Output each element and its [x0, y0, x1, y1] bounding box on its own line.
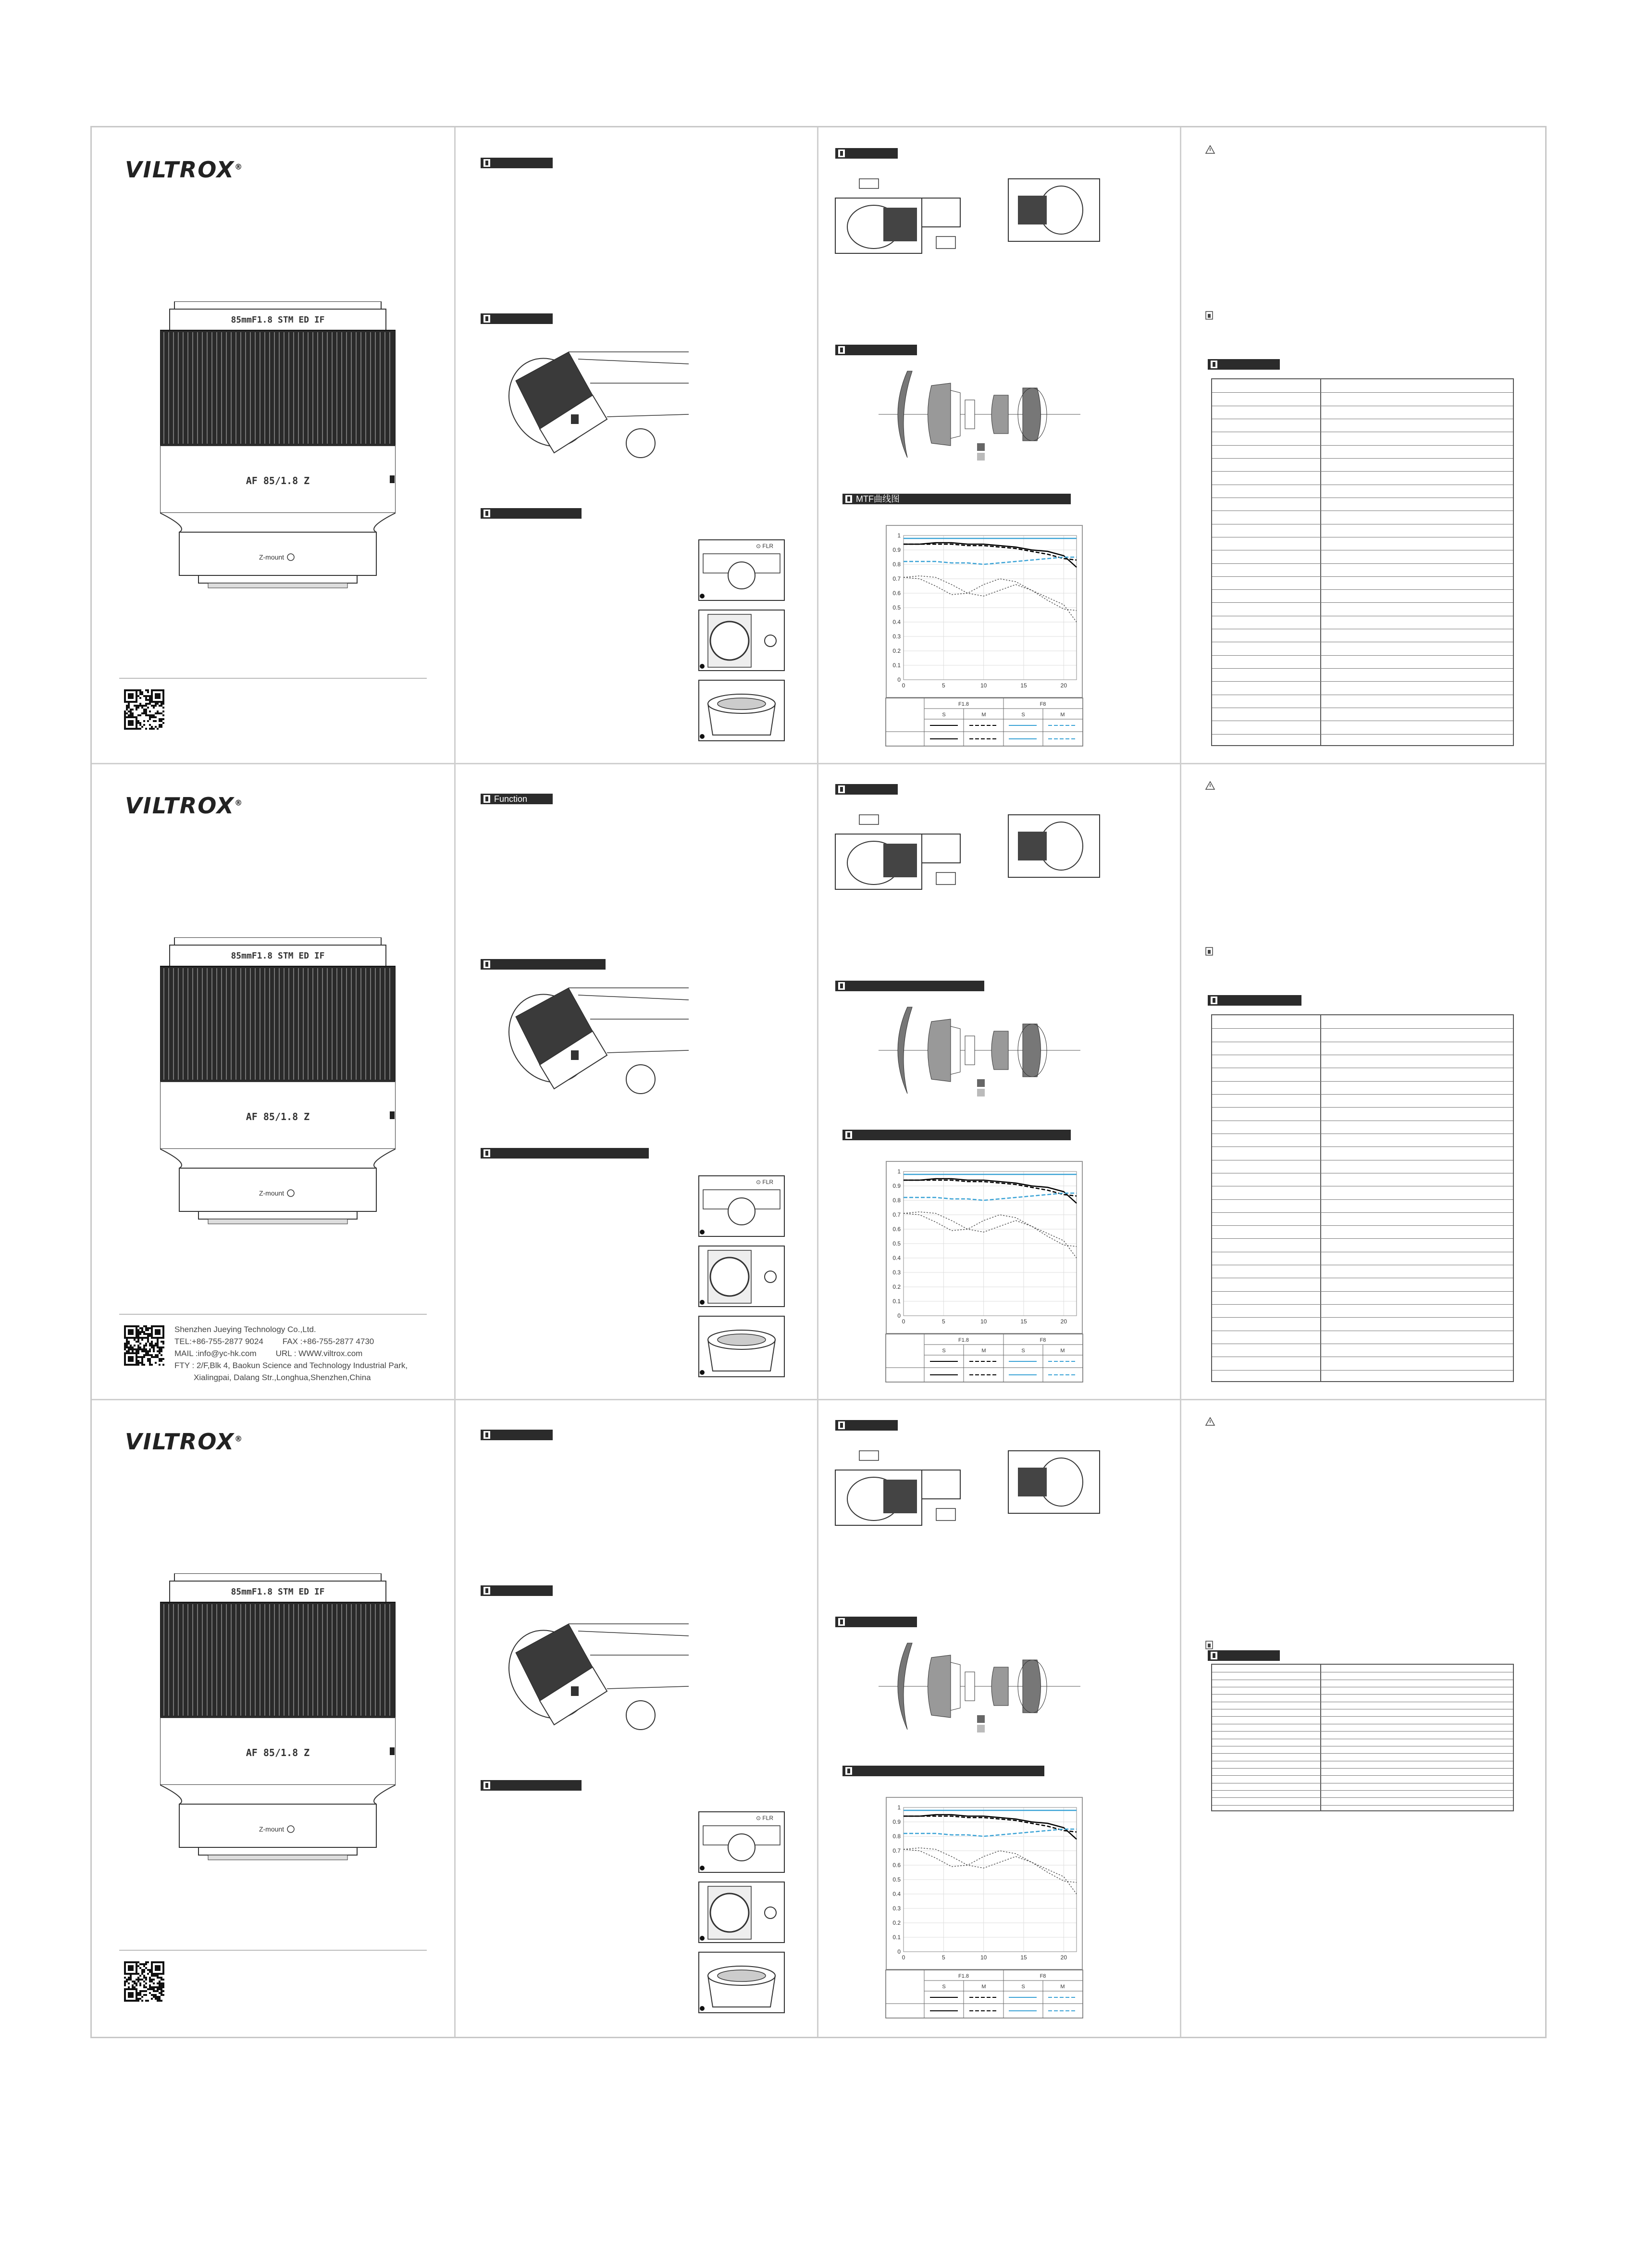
mtf-y-tick: 0.2 [892, 648, 901, 654]
mtf-legend-label: M [1060, 1348, 1065, 1354]
mtf-legend-label: M [1060, 712, 1065, 718]
mtf-y-tick: 0.9 [892, 547, 901, 553]
mtf-x-tick: 0 [902, 1954, 905, 1961]
row-divider [92, 1399, 1545, 1400]
qr-code [124, 1325, 164, 1366]
spec-row [1212, 563, 1513, 564]
section-header [835, 345, 917, 355]
mtf-legend-label: F8 [1040, 701, 1046, 707]
notice-icon [1205, 1641, 1213, 1649]
mtf-y-tick: 0.8 [892, 1833, 901, 1840]
mtf-legend-table [886, 1970, 1083, 2018]
notice-icon [1205, 947, 1213, 956]
spec-row [1212, 458, 1513, 459]
optical-construction-diagram [879, 1638, 1080, 1734]
company-field: FAX :+86-755-2877 4730 [282, 1337, 374, 1346]
mtf-y-tick: 0.6 [892, 1862, 901, 1869]
mtf-chart [886, 1797, 1083, 1970]
lens-mount-label: Z-mount [259, 553, 285, 561]
mtf-y-tick: 0 [897, 676, 901, 683]
brand-logo-text: VILTROX [125, 157, 235, 183]
mtf-y-tick: 0.1 [892, 1934, 901, 1941]
mtf-legend-label: F1.8 [958, 1337, 969, 1343]
company-line [174, 1347, 408, 1359]
section-header [481, 794, 553, 804]
footer-rule [119, 1950, 427, 1951]
mount-step-image [698, 1811, 785, 1873]
lens-top-label: 85mmF1.8 STM ED IF [231, 315, 325, 325]
spec-row [1212, 1094, 1513, 1095]
lens-top-label: 85mmF1.8 STM ED IF [231, 951, 325, 961]
company-field: MAIL :info@yc-hk.com [174, 1349, 257, 1358]
spec-row [1212, 1731, 1513, 1732]
mount-mark-label: ⊙ FLR [756, 1179, 774, 1185]
mtf-x-tick: 5 [941, 682, 945, 689]
mtf-chart-svg [887, 526, 1084, 699]
company-field: URL : WWW.viltrox.com [275, 1349, 363, 1358]
mtf-y-tick: 0.3 [892, 633, 901, 640]
lens-model-label: AF 85/1.8 Z [246, 1747, 310, 1758]
spec-row [1212, 668, 1513, 669]
spec-row [1212, 1291, 1513, 1292]
spec-row [1212, 1370, 1513, 1371]
lens-mount-label: Z-mount [259, 1825, 285, 1833]
footer-rule [119, 1314, 427, 1315]
mount-step-image [698, 680, 785, 741]
section-header [835, 981, 984, 991]
section-header [481, 1430, 553, 1440]
lens-illustration [160, 937, 396, 1226]
mtf-x-tick: 15 [1020, 682, 1027, 689]
spec-row [1212, 1317, 1513, 1318]
spec-row [1212, 1753, 1513, 1754]
brand-logo-text: VILTROX [125, 1429, 235, 1455]
company-line [174, 1359, 408, 1371]
company-line [174, 1323, 408, 1335]
spec-row [1212, 655, 1513, 656]
mtf-y-tick: 0.6 [892, 1226, 901, 1233]
section-header [835, 1420, 898, 1431]
mtf-y-tick: 0.1 [892, 1298, 901, 1305]
mtf-y-tick: 1 [897, 1804, 901, 1811]
mtf-x-tick: 15 [1020, 1954, 1027, 1961]
mtf-y-tick: 0.5 [892, 604, 901, 611]
brand-logo [125, 1429, 243, 1455]
spec-row [1212, 1238, 1513, 1239]
spec-row [1212, 471, 1513, 472]
brand-logo [125, 793, 243, 819]
mount-step-image [698, 1882, 785, 1943]
mtf-legend-label: F1.8 [958, 701, 969, 707]
mtf-y-tick: 0.5 [892, 1240, 901, 1247]
specifications-table [1211, 1014, 1514, 1382]
mtf-y-tick: 0.1 [892, 662, 901, 669]
mtf-y-tick: 0.7 [892, 1847, 901, 1854]
mount-mark-label: ⊙ FLR [756, 1815, 774, 1821]
mtf-legend-label: F8 [1040, 1337, 1046, 1343]
mtf-y-tick: 1 [897, 1168, 901, 1175]
registered-mark: ® [235, 1434, 244, 1444]
spec-row [1212, 1775, 1513, 1776]
spec-row [1212, 1768, 1513, 1769]
section-header mtf-header [842, 494, 1071, 504]
section-header [481, 1148, 649, 1159]
section-header [835, 1617, 917, 1627]
mtf-legend-label: F1.8 [958, 1973, 969, 1979]
mtf-x-tick: 10 [980, 1954, 987, 1961]
section-header [481, 313, 553, 324]
mtf-y-tick: 0.9 [892, 1183, 901, 1189]
company-field: FTY : 2/F,Blk 4, Baokun Science and Technology Industrial Park, [174, 1361, 408, 1370]
lens-parts-diagram [477, 1609, 703, 1734]
qr-code [124, 689, 164, 730]
notice-icon [1205, 311, 1213, 320]
lens-parts-diagram [477, 973, 703, 1098]
spec-row [1212, 1107, 1513, 1108]
mount-step-image [698, 610, 785, 671]
section-header [481, 158, 553, 168]
mtf-x-tick: 5 [941, 1954, 945, 1961]
company-field: Shenzhen Jueying Technology Co.,Ltd. [174, 1325, 316, 1334]
optical-construction-diagram [879, 1002, 1080, 1098]
spec-row [1212, 1028, 1513, 1029]
mount-step-image [698, 1246, 785, 1307]
mtf-x-tick: 0 [902, 1318, 905, 1325]
spec-row [1212, 734, 1513, 735]
mtf-legend-label: S [1021, 1984, 1025, 1990]
lens-model-label: AF 85/1.8 Z [246, 1111, 310, 1122]
mtf-legend-label: S [1021, 712, 1025, 718]
mtf-y-tick: 0.2 [892, 1919, 901, 1926]
lens-hood-diagram [835, 179, 1124, 270]
mtf-series-line [904, 577, 1077, 622]
company-line [174, 1335, 408, 1347]
spec-row [1212, 1212, 1513, 1213]
mtf-legend-label: S [942, 712, 946, 718]
mtf-y-tick: 0.3 [892, 1905, 901, 1912]
mtf-x-tick: 15 [1020, 1318, 1027, 1325]
mtf-x-tick: 10 [980, 1318, 987, 1325]
warning-icon [1205, 1417, 1215, 1426]
column-divider [1180, 127, 1181, 2037]
mtf-y-tick: 0.5 [892, 1876, 901, 1883]
mtf-y-tick: 0.2 [892, 1284, 901, 1290]
mtf-x-tick: 0 [902, 682, 905, 689]
brand-logo [125, 157, 243, 183]
specifications-table [1211, 378, 1514, 746]
column-divider [817, 127, 818, 2037]
mtf-y-tick: 1 [897, 532, 901, 539]
registered-mark: ® [235, 162, 244, 172]
warning-icon [1205, 145, 1215, 154]
mtf-y-tick: 0.4 [892, 619, 901, 625]
mtf-y-tick: 0 [897, 1948, 901, 1955]
mtf-series-line [904, 1193, 1077, 1200]
mtf-series-line [904, 1849, 1077, 1894]
mtf-y-tick: 0.7 [892, 1211, 901, 1218]
mtf-legend-label: M [981, 1984, 986, 1990]
warning-icon [1205, 781, 1215, 790]
mtf-chart [886, 1161, 1083, 1334]
mtf-y-tick: 0 [897, 1312, 901, 1319]
lens-model-label: AF 85/1.8 Z [246, 475, 310, 486]
spec-row [1212, 602, 1513, 603]
column-divider [454, 127, 456, 2037]
specifications-table [1211, 1664, 1514, 1811]
mtf-legend-label: M [1060, 1984, 1065, 1990]
mtf-legend-label: F8 [1040, 1973, 1046, 1979]
spec-row [1212, 1081, 1513, 1082]
mount-step-image [698, 539, 785, 601]
spec-row [1212, 1694, 1513, 1695]
section-header [1208, 359, 1280, 370]
company-line [174, 1371, 408, 1383]
section-header [1208, 995, 1301, 1006]
mtf-y-tick: 0.8 [892, 561, 901, 568]
mtf-y-tick: 0.6 [892, 590, 901, 597]
mount-step-image [698, 1316, 785, 1377]
mtf-series-line [904, 1213, 1077, 1258]
section-header [481, 508, 582, 519]
company-field: Xialingpai, Dalang Str.,Longhua,Shenzhen,China [194, 1373, 371, 1382]
section-header mtf-header [842, 1130, 1071, 1140]
mtf-chart [886, 525, 1083, 698]
spec-row [1212, 445, 1513, 446]
row-divider [92, 763, 1545, 764]
mtf-y-tick: 0.4 [892, 1891, 901, 1897]
mtf-y-tick: 0.4 [892, 1255, 901, 1261]
section-header [481, 1780, 582, 1791]
company-field: TEL:+86-755-2877 9024 [174, 1337, 263, 1346]
spec-row [1212, 1146, 1513, 1147]
spec-row [1212, 1790, 1513, 1791]
mtf-y-tick: 0.9 [892, 1819, 901, 1825]
section-header mtf-header [842, 1766, 1044, 1776]
mtf-legend-label: M [981, 712, 986, 718]
mtf-legend-label: M [981, 1348, 986, 1354]
qr-code [124, 1961, 164, 2002]
section-header [835, 148, 898, 159]
spec-row [1212, 392, 1513, 393]
spec-column-divider [1320, 379, 1321, 745]
mtf-y-tick: 0.8 [892, 1197, 901, 1204]
mtf-x-tick: 5 [941, 1318, 945, 1325]
spec-row [1212, 1304, 1513, 1305]
section-header [835, 784, 898, 795]
optical-construction-diagram [879, 366, 1080, 462]
spec-row [1212, 1225, 1513, 1226]
spec-row [1212, 1199, 1513, 1200]
mtf-x-tick: 20 [1060, 1954, 1067, 1961]
lens-illustration [160, 1573, 396, 1862]
mtf-legend-table [886, 698, 1083, 746]
mtf-legend-table [886, 1334, 1083, 1382]
company-info [174, 1323, 408, 1383]
mtf-chart-svg [887, 1798, 1084, 1971]
lens-hood-diagram [835, 815, 1124, 906]
section-header-label: Function [494, 794, 528, 804]
footer-rule [119, 678, 427, 679]
lens-top-label: 85mmF1.8 STM ED IF [231, 1587, 325, 1597]
spec-row [1212, 589, 1513, 590]
spec-row [1212, 681, 1513, 682]
mtf-x-tick: 10 [980, 682, 987, 689]
mtf-chart-svg [887, 1162, 1084, 1335]
spec-row [1212, 1797, 1513, 1798]
mount-step-image [698, 1175, 785, 1237]
mtf-legend-label: S [942, 1348, 946, 1354]
mtf-series-line [904, 1829, 1077, 1836]
mount-mark-label: ⊙ FLR [756, 543, 774, 549]
spec-row [1212, 1805, 1513, 1806]
registered-mark: ® [235, 798, 244, 808]
lens-illustration [160, 301, 396, 590]
spec-row [1212, 576, 1513, 577]
spec-column-divider [1320, 1015, 1321, 1381]
brand-logo-text: VILTROX [125, 793, 235, 819]
section-header [1208, 1650, 1280, 1661]
mtf-series-line [904, 557, 1077, 564]
lens-parts-diagram [477, 337, 703, 462]
mtf-x-tick: 20 [1060, 1318, 1067, 1325]
lens-hood-diagram [835, 1451, 1124, 1542]
section-header [481, 1585, 553, 1596]
mtf-y-tick: 0.7 [892, 575, 901, 582]
mtf-y-tick: 0.3 [892, 1269, 901, 1276]
mtf-header-label: MTF曲线图 [856, 494, 900, 504]
section-header [481, 959, 606, 970]
mtf-legend-label: S [942, 1984, 946, 1990]
spec-row [1212, 1716, 1513, 1717]
lens-mount-label: Z-mount [259, 1189, 285, 1197]
mount-step-image [698, 1952, 785, 2013]
mtf-x-tick: 20 [1060, 682, 1067, 689]
mtf-legend-label: S [1021, 1348, 1025, 1354]
